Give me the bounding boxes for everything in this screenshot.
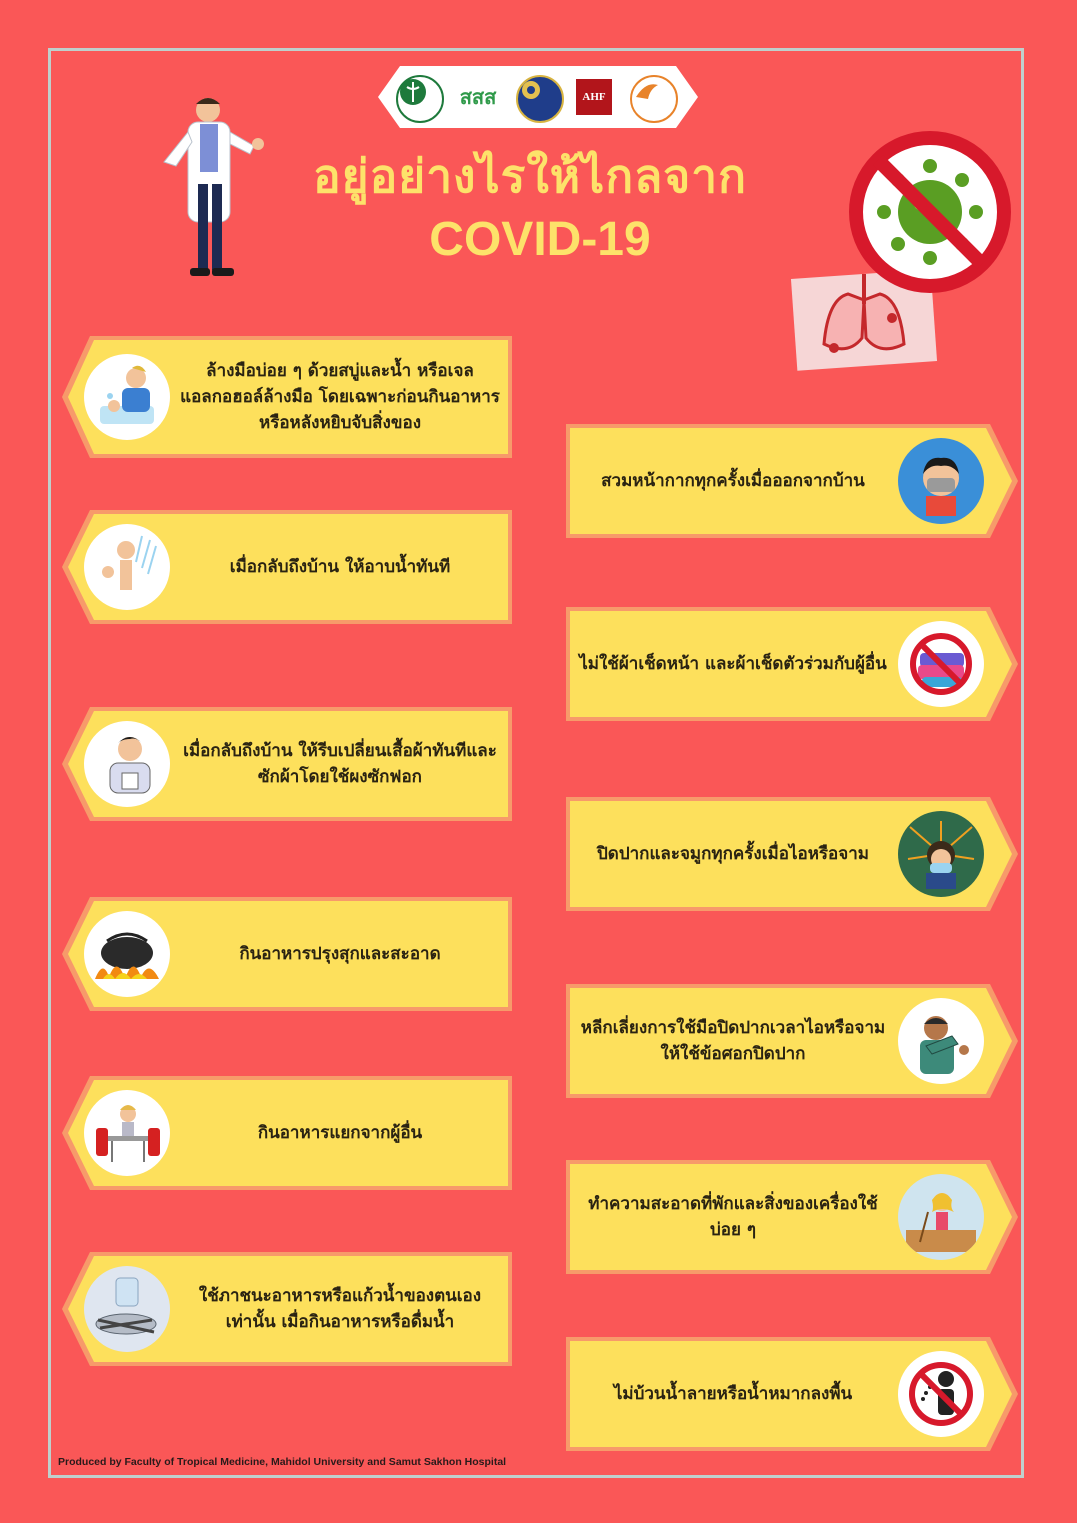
tip-text: กินอาหารปรุงสุกและสะอาด: [239, 944, 441, 964]
tip-card-face-mask: [564, 422, 1020, 540]
sneeze-icon: [898, 811, 984, 897]
tip-card-shower: [60, 508, 516, 626]
tip-card-change-clothes: [60, 705, 516, 823]
tip-text: ปิดปากและจมูกทุกครั้งเมื่อไอหรือจาม: [597, 844, 869, 864]
partner-logo-banner: [378, 66, 698, 128]
tip-text: สวมหน้ากากทุกครั้งเมื่อออกจากบ้าน: [601, 471, 865, 491]
tip-text: ทำความสะอาดที่พักและสิ่งของเครื่องใช้บ่อย ๆ: [588, 1194, 878, 1240]
tip-text: กินอาหารแยกจากผู้อื่น: [257, 1123, 423, 1143]
hand-washing-icon: [84, 354, 170, 440]
eating-alone-icon: [84, 1090, 170, 1176]
title-thai: อยู่อย่างไรให้ไกลจาก: [313, 149, 747, 203]
mahidol-logo: [516, 75, 564, 123]
face-mask-icon: [898, 438, 984, 524]
tip-text: ล้างมือบ่อย ๆ ด้วยสบู่และน้ำ หรือเจลแอลกอฮอล์ล้างมือ โดยเฉพาะก่อนกินอาหารหรือหลังหยิบจับสิ่งของ: [180, 361, 500, 433]
tip-text: เมื่อกลับถึงบ้าน ให้รีบเปลี่ยนเสื้อผ้าทันทีและซักผ้าโดยใช้ผงซักฟอก: [183, 741, 497, 787]
tip-card-sneeze: [564, 795, 1020, 913]
tip-card-eating-alone: [60, 1074, 516, 1192]
ahf-logo-label: AHF: [582, 91, 606, 103]
tip-card-no-shared-towel: [564, 605, 1020, 723]
tip-card-cooking: [60, 895, 516, 1013]
elbow-cough-icon: [898, 998, 984, 1084]
no-spitting-icon: [898, 1351, 984, 1437]
footer-credit: Produced by Faculty of Tropical Medicine, Mahidol University and Samut Sakhon Hospital: [58, 1456, 507, 1468]
no-shared-towel-icon: [898, 621, 984, 707]
thaihealth-logo-label: สสส: [459, 87, 497, 109]
tip-card-no-spitting: [564, 1335, 1020, 1453]
no-virus-icon: [788, 124, 1018, 374]
moph-logo: [396, 75, 444, 123]
bird-logo: [630, 75, 678, 123]
tip-card-elbow-cough: [564, 982, 1020, 1100]
tip-card-cleaning: [564, 1158, 1020, 1276]
utensils-icon: [84, 1266, 170, 1352]
change-clothes-icon: [84, 721, 170, 807]
cooking-pot-icon: [84, 911, 170, 997]
ahf-logo: [576, 79, 612, 115]
cleaning-icon: [898, 1174, 984, 1260]
shower-icon: [84, 524, 170, 610]
tip-text: หลีกเลี่ยงการใช้มือปิดปากเวลาไอหรือจาม ให้ใช้ข้อศอกปิดปาก: [580, 1018, 886, 1064]
title-english: COVID-19: [429, 213, 651, 266]
tip-text: ไม่บ้วนน้ำลายหรือน้ำหมากลงพื้น: [613, 1384, 853, 1404]
thaihealth-logo: [450, 75, 506, 119]
tip-card-hand-washing: [60, 334, 516, 460]
tip-card-utensils: [60, 1250, 516, 1368]
tip-text: เมื่อกลับถึงบ้าน ให้อาบน้ำทันที: [229, 557, 451, 577]
tip-text: ไม่ใช้ผ้าเช็ดหน้า และผ้าเช็ดตัวร่วมกับผู้อื่น: [579, 654, 887, 674]
tip-text: ใช้ภาชนะอาหารหรือแก้วน้ำของตนเองเท่านั้น เมื่อกินอาหารหรือดื่มน้ำ: [198, 1286, 482, 1332]
